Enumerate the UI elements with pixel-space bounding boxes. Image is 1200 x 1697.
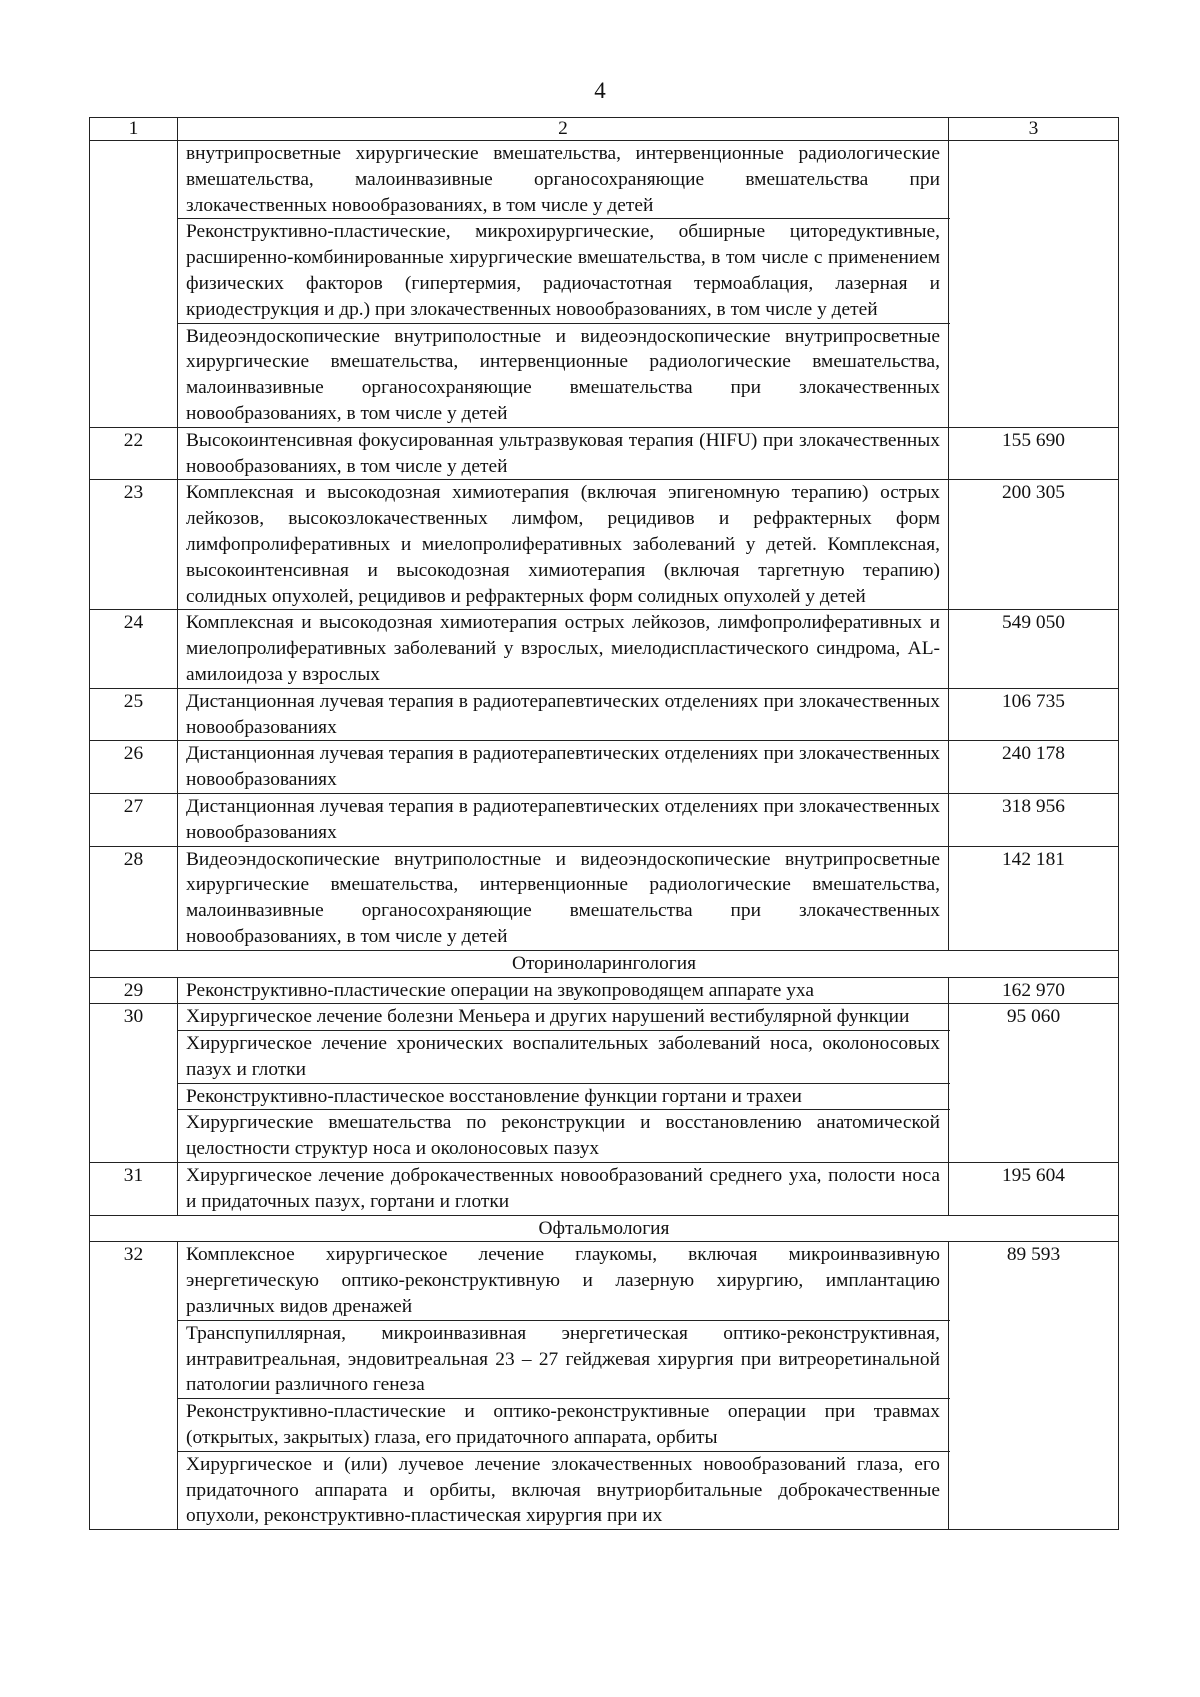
treatment-description: Дистанционная лучевая терапия в радиотерапевтических отделениях при злокачественных новообразованиях xyxy=(178,793,949,846)
treatment-description: Комплексная и высокодозная химиотерапия острых лейкозов, лимфопролиферативных и миелопролиферативных заболеваний у взрослых, миелодиспластического синдрома, AL-амилоидоза у взрослых xyxy=(178,610,949,688)
row-number: 27 xyxy=(90,793,178,846)
table-row xyxy=(90,741,1119,794)
row-price: 106 735 xyxy=(949,688,1119,741)
treatment-description: внутрипросветные хирургические вмешательства, интервенционные радиологические вмешательства, малоинвазивные органосохраняющие вмешательства при злокачественных новообразованиях, в том числе у детей xyxy=(186,143,940,216)
table-row xyxy=(90,977,1119,1004)
row-number: 22 xyxy=(90,427,178,480)
row-number: 23 xyxy=(90,480,178,610)
row-price: 549 050 xyxy=(949,610,1119,688)
row-number: 31 xyxy=(90,1163,178,1216)
section-row xyxy=(90,950,1119,977)
treatment-description: Транспупиллярная, микроинвазивная энергетическая оптико-реконструктивная, интравитреальная, эндовитреальная 23 – 27 гейджевая хирургия при витреоретинальной патологии различного генеза xyxy=(178,1320,950,1398)
section-title: Офтальмология xyxy=(90,1215,1119,1242)
header-col-2: 2 xyxy=(178,118,949,141)
table-body xyxy=(90,118,1119,1530)
treatment-description: Хирургическое лечение хронических воспалительных заболеваний носа, околоносовых пазух и глотки xyxy=(178,1030,950,1083)
row-number: 25 xyxy=(90,688,178,741)
header-col-1: 1 xyxy=(90,118,178,141)
table-row xyxy=(90,846,1119,950)
row-price: 195 604 xyxy=(949,1163,1119,1216)
treatment-description-group xyxy=(178,141,949,428)
tariff-table xyxy=(89,117,1119,1530)
header-col-3: 3 xyxy=(949,118,1119,141)
treatment-description: Видеоэндоскопические внутриполостные и видеоэндоскопические внутрипросветные хирургические вмешательства, интервенционные радиологические вмешательства, малоинвазивные органосохраняющие вмешательства при злокачественных новообразованиях, в том числе у детей xyxy=(178,846,949,950)
row-number: 29 xyxy=(90,977,178,1004)
treatment-description: Хирургические вмешательства по реконструкции и восстановлению анатомической целостности структур носа и околоносовых пазух xyxy=(178,1109,950,1162)
table-row xyxy=(90,688,1119,741)
treatment-description: Хирургическое лечение доброкачественных новообразований среднего уха, полости носа и придаточных пазух, гортани и глотки xyxy=(178,1163,949,1216)
treatment-description: Реконструктивно-пластические и оптико-реконструктивные операции при травмах (открытых, закрытых) глаза, его придаточного аппарата, орбиты xyxy=(178,1398,950,1451)
table-row xyxy=(90,1163,1119,1216)
row-price: 200 305 xyxy=(949,480,1119,610)
treatment-description: Комплексное хирургическое лечение глаукомы, включая микроинвазивную энергетическую оптико-реконструктивную и лазерную хирургию, имплантацию различных видов дренажей xyxy=(186,1244,940,1318)
row-number: 32 xyxy=(90,1242,178,1530)
treatment-description: Комплексная и высокодозная химиотерапия (включая эпигеномную терапию) острых лейкозов, высокозлокачественных лимфом, рецидивов и рефрактерных форм лимфопролиферативных и миелопролиферативных заболеваний у детей. Комплексная, высокоинтенсивная и высокодозная химиотерапия (включая таргетную терапию) солидных опухолей, рецидивов и рефрактерных форм солидных опухолей у детей xyxy=(178,480,949,610)
treatment-description: Дистанционная лучевая терапия в радиотерапевтических отделениях при злокачественных новообразованиях xyxy=(178,741,949,794)
row-price xyxy=(949,141,1119,428)
treatment-description: Хирургическое лечение болезни Меньера и других нарушений вестибулярной функции xyxy=(186,1006,910,1028)
treatment-description: Хирургическое и (или) лучевое лечение злокачественных новообразований глаза, его придаточного аппарата и орбиты, включая внутриорбитальные доброкачественные опухоли, реконструктивно-пластическая хирургия при их xyxy=(178,1451,950,1529)
treatment-description: Дистанционная лучевая терапия в радиотерапевтических отделениях при злокачественных новообразованиях xyxy=(178,688,949,741)
row-number: 24 xyxy=(90,610,178,688)
treatment-description: Реконструктивно-пластические, микрохирургические, обширные циторедуктивные, расширенно-комбинированные хирургические вмешательства, в том числе с применением физических факторов (гипертермия, радиочастотная термоаблация, лазерная и криодеструкция и др.) при злокачественных новообразованиях, в том числе у детей xyxy=(178,218,950,322)
row-price: 89 593 xyxy=(949,1242,1119,1530)
row-number: 30 xyxy=(90,1004,178,1163)
section-row xyxy=(90,1215,1119,1242)
row-number: 26 xyxy=(90,741,178,794)
table-row xyxy=(90,1242,1119,1530)
row-price: 95 060 xyxy=(949,1004,1119,1163)
table-row xyxy=(90,793,1119,846)
row-number xyxy=(90,141,178,428)
treatment-description: Реконструктивно-пластическое восстановление функции гортани и трахеи xyxy=(178,1083,950,1110)
table-header-row xyxy=(90,118,1119,141)
row-price: 240 178 xyxy=(949,741,1119,794)
row-price: 318 956 xyxy=(949,793,1119,846)
table-row xyxy=(90,1004,1119,1163)
table-row xyxy=(90,427,1119,480)
treatment-description: Видеоэндоскопические внутриполостные и видеоэндоскопические внутрипросветные хирургические вмешательства, интервенционные радиологические вмешательства, малоинвазивные органосохраняющие вмешательства при злокачественных новообразованиях, в том числе у детей xyxy=(178,323,950,427)
row-price: 162 970 xyxy=(949,977,1119,1004)
table-row xyxy=(90,610,1119,688)
row-price: 155 690 xyxy=(949,427,1119,480)
section-title: Оториноларингология xyxy=(90,950,1119,977)
treatment-description-group xyxy=(178,1242,949,1530)
row-price: 142 181 xyxy=(949,846,1119,950)
treatment-description: Реконструктивно-пластические операции на звукопроводящем аппарате уха xyxy=(178,977,949,1004)
table-row xyxy=(90,141,1119,428)
table-row xyxy=(90,480,1119,610)
row-number: 28 xyxy=(90,846,178,950)
page-number: 4 xyxy=(594,78,606,103)
treatment-description-group xyxy=(178,1004,949,1163)
treatment-description: Высокоинтенсивная фокусированная ультразвуковая терапия (HIFU) при злокачественных новообразованиях, в том числе у детей xyxy=(178,427,949,480)
